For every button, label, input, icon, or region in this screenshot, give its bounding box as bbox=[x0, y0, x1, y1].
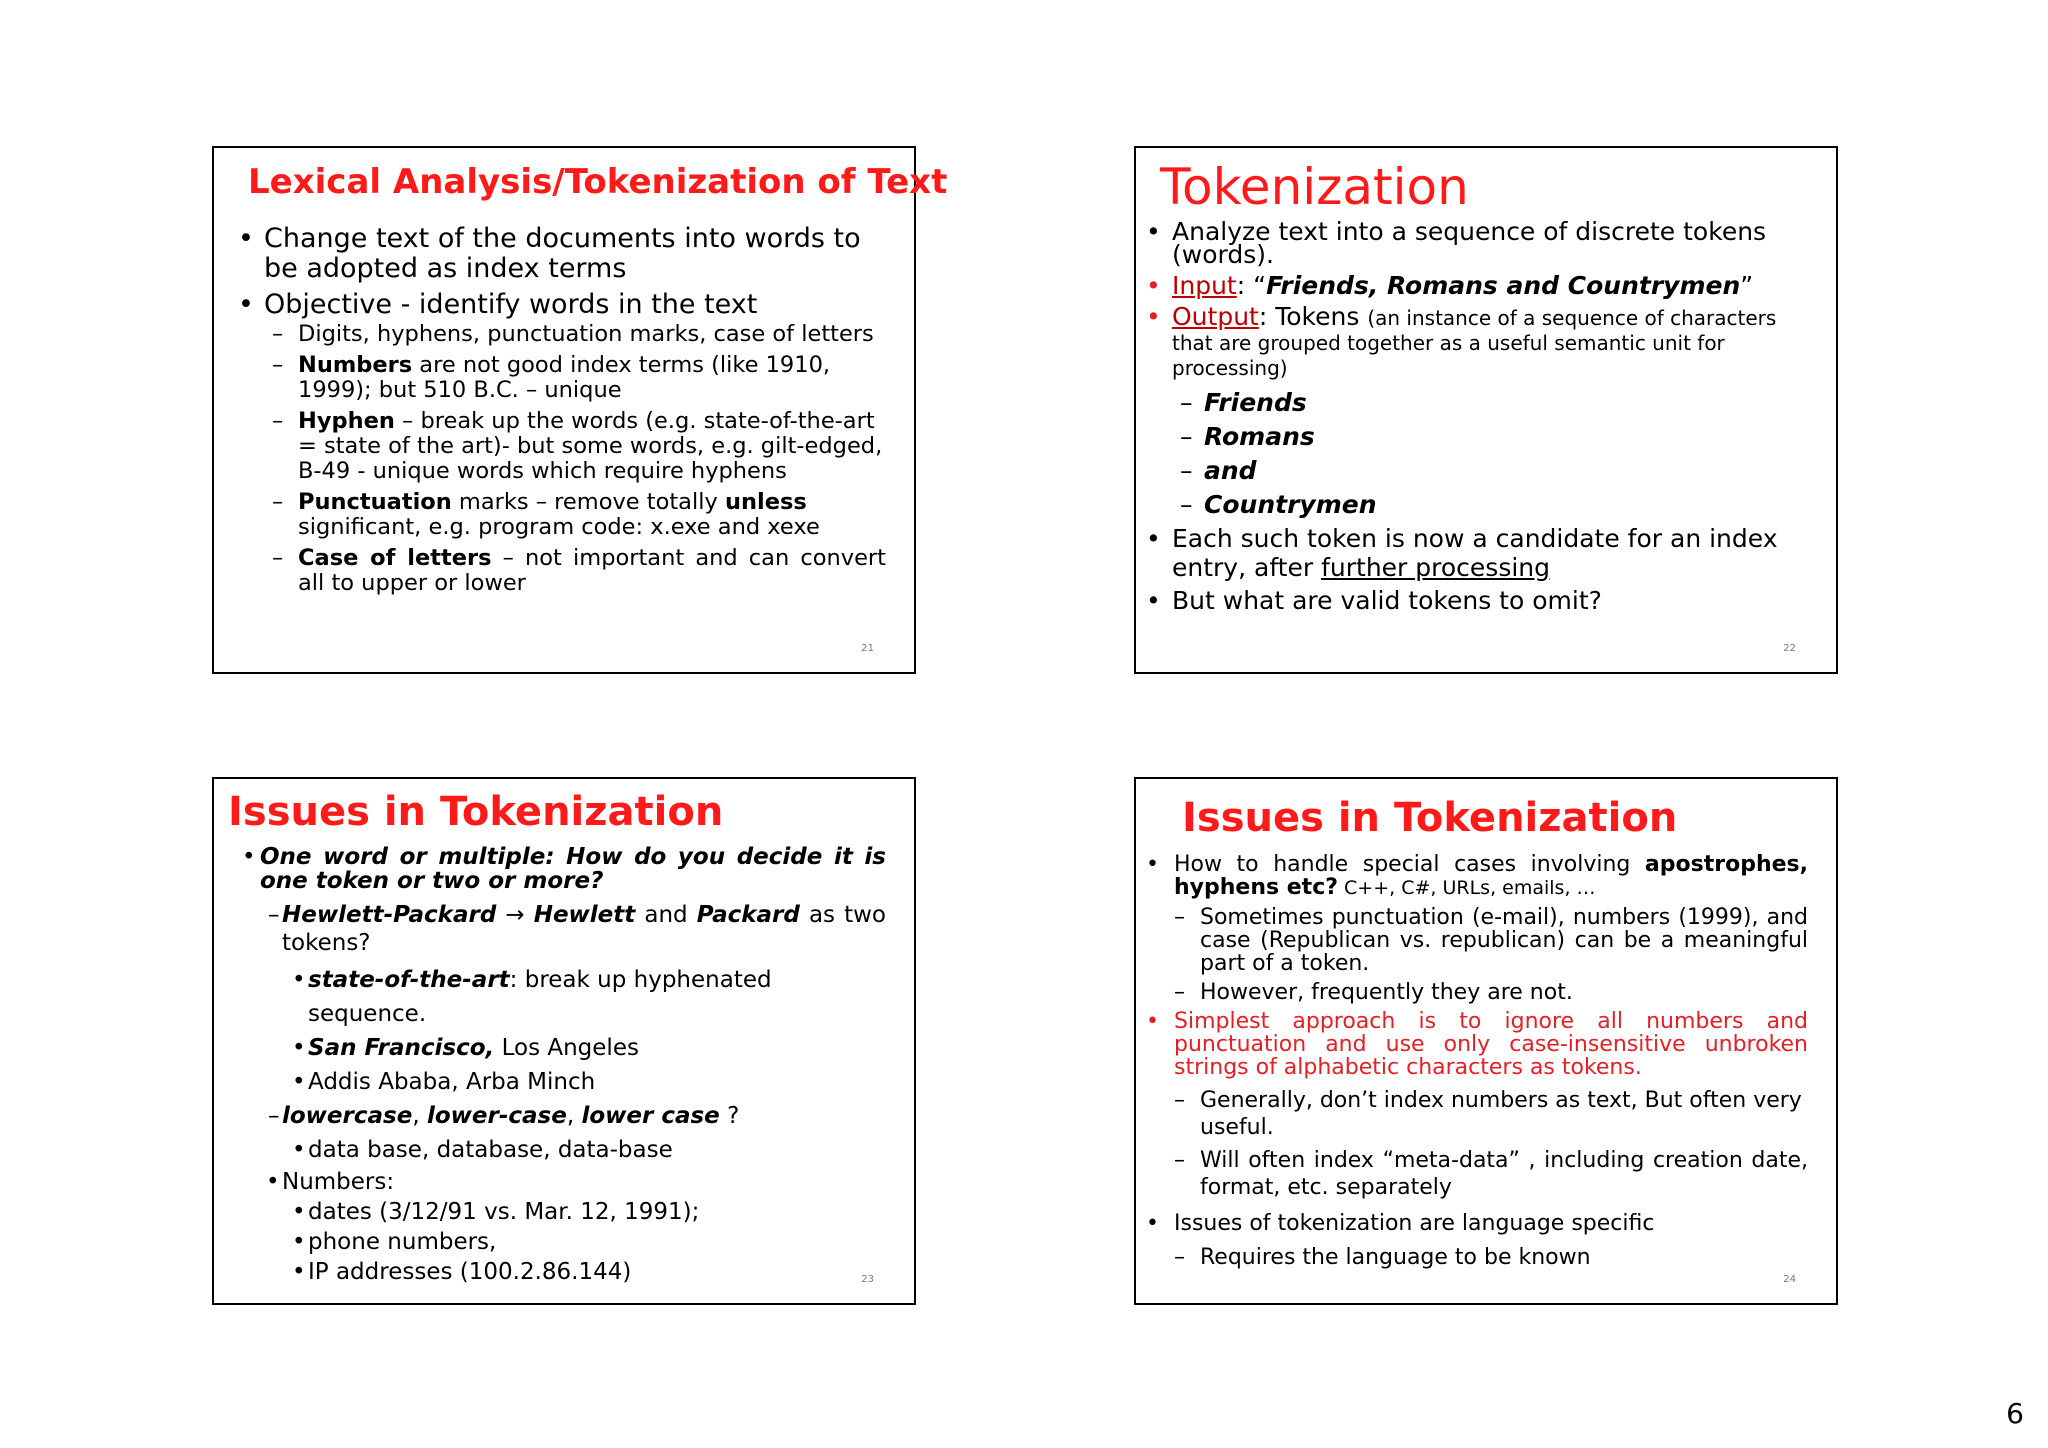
slide-23 bbox=[212, 777, 916, 1305]
sub-item: • Numbers: bbox=[266, 1169, 395, 1195]
sub-sub-item: • Addis Ababa, Arba Minch bbox=[292, 1069, 596, 1095]
slide-21 bbox=[212, 146, 948, 674]
token-item: – Countrymen bbox=[1180, 490, 1377, 519]
sub-sub-item: • dates (3/12/91 vs. Mar. 12, 1991); bbox=[292, 1199, 700, 1225]
bullet-item: • How to handle special cases involving apostrophes, hyphens etc? C++, C#, URLs, emails, … bbox=[1146, 852, 1808, 900]
sub-sub-item: • data base, database, data-base bbox=[292, 1137, 673, 1163]
sub-item: – lowercase, lower-case, lower case ? bbox=[268, 1103, 740, 1129]
slide-22 bbox=[1134, 146, 1838, 674]
slide-number: 22 bbox=[1783, 643, 1796, 654]
slide-number: 24 bbox=[1783, 1274, 1796, 1285]
sub-item: – Requires the language to be known bbox=[1174, 1245, 1591, 1270]
sub-item: – Numbers are not good index terms (like 1910, 1999); but 510 B.C. – unique bbox=[272, 352, 831, 403]
bullet-item: • Analyze text into a sequence of discrete tokens (words). bbox=[1146, 217, 1767, 269]
bullet-item: • Change text of the documents into words to be adopted as index terms bbox=[238, 223, 861, 284]
token-item: – Friends bbox=[1180, 388, 1307, 417]
bullet-item: • Output: Tokens (an instance of a sequence of characters that are grouped together as a useful semantic unit for processing) bbox=[1146, 302, 1777, 380]
bullet-item: • Issues of tokenization are language specific bbox=[1146, 1211, 1655, 1236]
slide-title: Issues in Tokenization bbox=[228, 789, 724, 835]
page-number: 6 bbox=[2006, 1397, 2024, 1430]
bullet-item: • But what are valid tokens to omit? bbox=[1146, 586, 1602, 615]
bullet-item: • One word or multiple: How do you decide it is one token or two or more? bbox=[242, 844, 886, 894]
bullet-item: • Simplest approach is to ignore all numbers and punctuation and use only case-insensitive unbroken strings of alphabetic characters as tokens. bbox=[1146, 1009, 1808, 1080]
sub-sub-item: • phone numbers, bbox=[292, 1229, 497, 1255]
sub-item: – Will often index “meta-data” , including creation date, format, etc. separately bbox=[1174, 1148, 1808, 1200]
slide-title: Lexical Analysis/Tokenization of Text bbox=[248, 162, 948, 202]
token-item: – Romans bbox=[1180, 422, 1315, 451]
slide-title: Tokenization bbox=[1160, 158, 1469, 216]
sub-item: – Generally, don’t index numbers as text, But often very useful. bbox=[1174, 1088, 1802, 1140]
bullet-item: • Input: “Friends, Romans and Countrymen” bbox=[1146, 271, 1754, 300]
slide-24 bbox=[1134, 777, 1838, 1305]
token-item: – and bbox=[1180, 456, 1257, 485]
sub-sub-item: • IP addresses (100.2.86.144) bbox=[292, 1259, 632, 1285]
sub-item: – Sometimes punctuation (e-mail), numbers (1999), and case (Republican vs. republican) can be a meaningful part of a token. bbox=[1174, 905, 1808, 976]
slide-number: 23 bbox=[861, 1274, 874, 1285]
sub-item: – Hewlett-Packard → Hewlett and Packard as two tokens? bbox=[268, 902, 886, 956]
slide-title: Issues in Tokenization bbox=[1182, 795, 1678, 841]
bullet-item: • Objective - identify words in the text bbox=[238, 289, 758, 320]
sub-sub-item: • San Francisco, Los Angeles bbox=[292, 1035, 639, 1061]
sub-item: – However, frequently they are not. bbox=[1174, 980, 1573, 1005]
sub-item: – Hyphen – break up the words (e.g. state-of-the-art = state of the art)- but some words, e.g. gilt-edged, B-49 - unique words which require hyphens bbox=[272, 408, 883, 484]
sub-item: – Digits, hyphens, punctuation marks, case of letters bbox=[272, 321, 874, 347]
sub-sub-item: • state-of-the-art: break up hyphenated sequence. bbox=[292, 967, 772, 1027]
sub-item: – Case of letters – not important and can convert all to upper or lower bbox=[272, 545, 886, 596]
slide-number: 21 bbox=[861, 643, 874, 654]
bullet-item: • Each such token is now a candidate for an index entry, after further processing bbox=[1146, 524, 1778, 582]
sub-item: – Punctuation marks – remove totally unless significant, e.g. program code: x.exe and xexe bbox=[272, 489, 820, 540]
